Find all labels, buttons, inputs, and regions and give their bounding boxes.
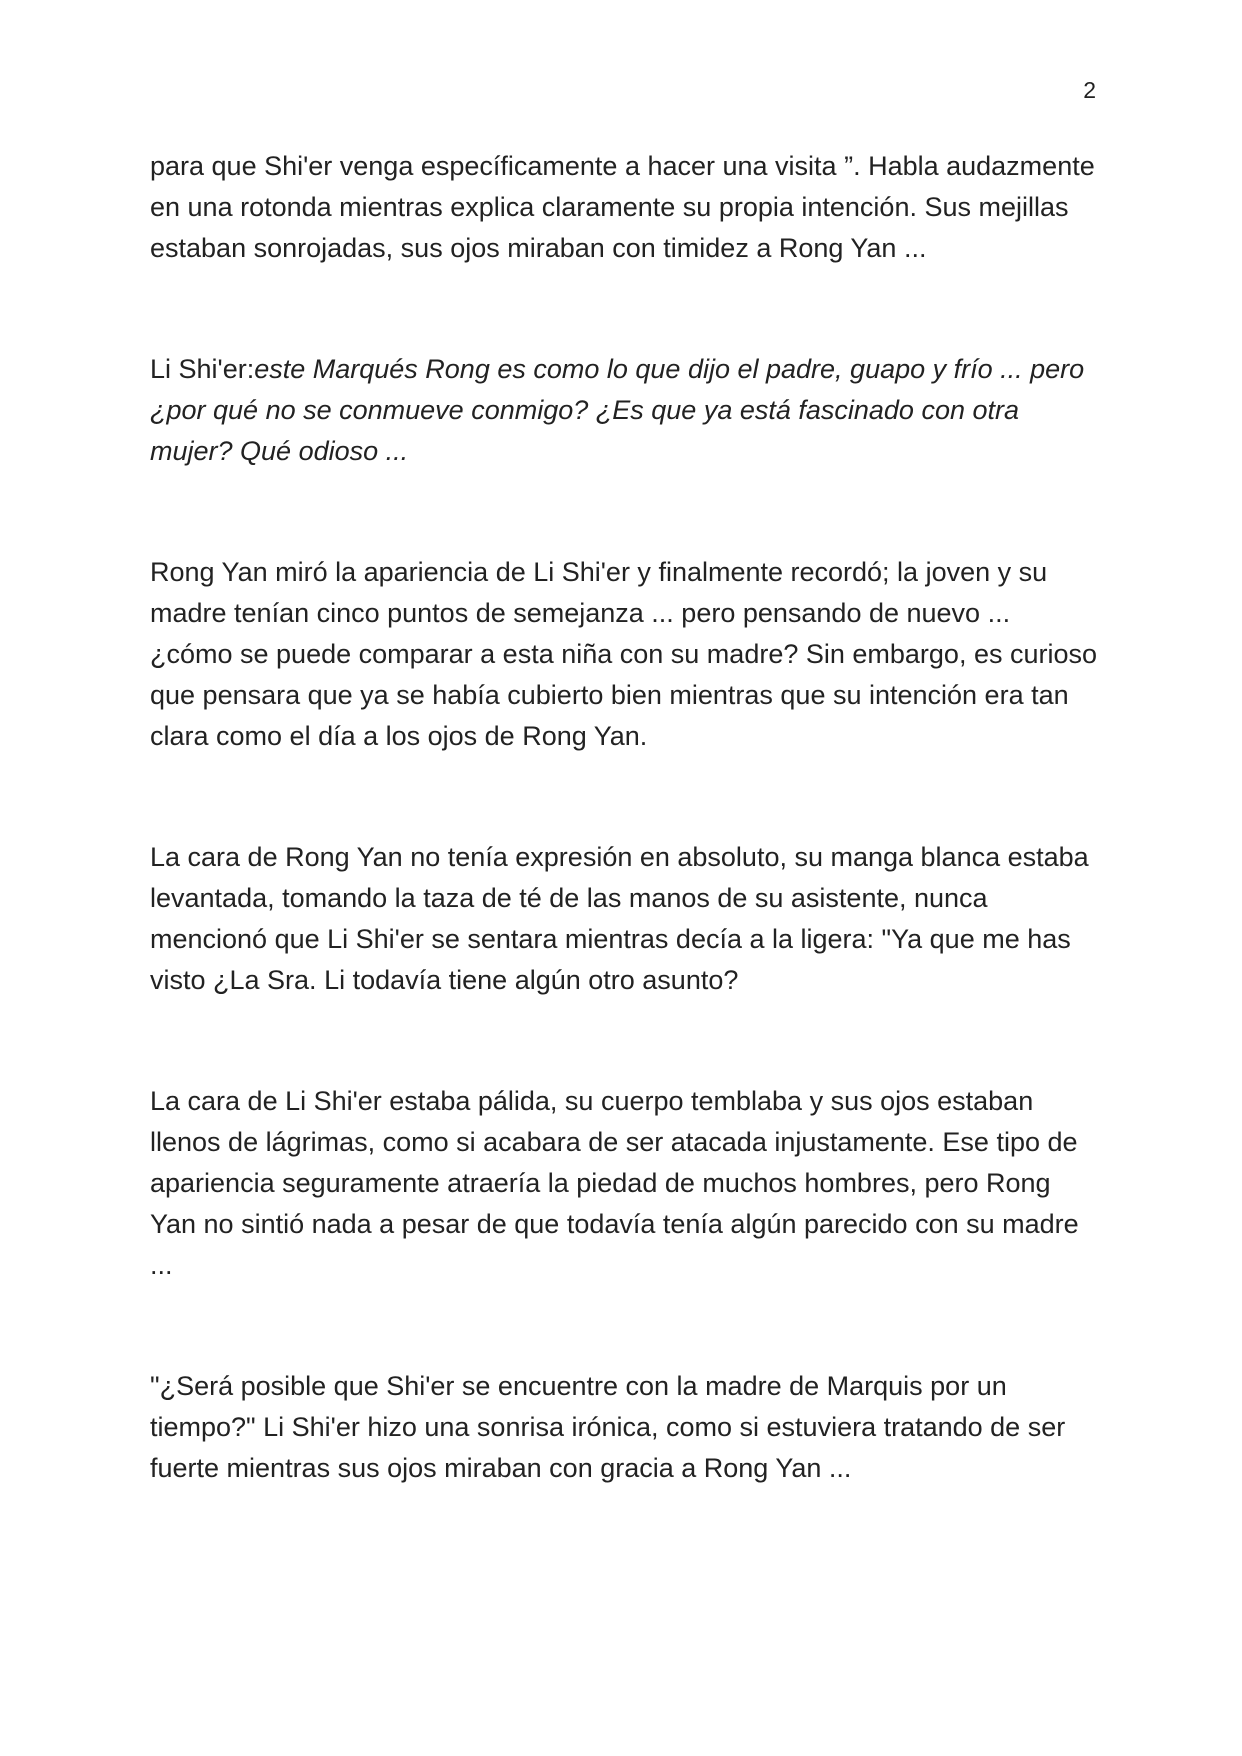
paragraph-6: "¿Será posible que Shi'er se encuentre con la madre de Marquis por un tiempo?" Li Shi'er hizo una sonrisa irónica, como si estuviera tratando de ser fuerte mientras sus ojos miraban con gracia a Rong Yan ... bbox=[150, 1371, 1066, 1483]
paragraph-4: La cara de Rong Yan no tenía expresión en absoluto, su manga blanca estaba levantada, tomando la taza de té de las manos de su asistente, nunca mencionó que Li Shi'er se sentara mientras decía a la ligera: "Ya que me has visto ¿La Sra. Li todavía tiene algún otro asunto? bbox=[150, 842, 1089, 995]
paragraph-5: La cara de Li Shi'er estaba pálida, su cuerpo temblaba y sus ojos estaban llenos de lágrimas, como si acabara de ser atacada injustamente. Ese tipo de apariencia seguramente atraería la piedad de muchos hombres, pero Rong Yan no sintió nada a pesar de que todavía tenía algún parecido con su madre ... bbox=[150, 1086, 1079, 1280]
page-number: 2 bbox=[1083, 77, 1096, 103]
document-body bbox=[150, 146, 1100, 1489]
paragraph-3: Rong Yan miró la apariencia de Li Shi'er y finalmente recordó; la joven y su madre tenían cinco puntos de semejanza ... pero pensando de nuevo ... ¿cómo se puede comparar a esta niña con su madre? Sin embargo, es curioso que pensara que ya se había cubierto bien mientras que su intención era tan clara como el día a los ojos de Rong Yan. bbox=[150, 557, 1098, 751]
paragraph-1: para que Shi'er venga específicamente a hacer una visita ”. Habla audazmente en una rotonda mientras explica claramente su propia intención. Sus mejillas estaban sonrojadas, sus ojos miraban con timidez a Rong Yan ... bbox=[150, 151, 1095, 263]
inner-thought: este Marqués Rong es como lo que dijo el padre, guapo y frío ... pero ¿por qué no se conmueve conmigo? ¿Es que ya está fascinado con otra mujer? Qué odioso ... bbox=[150, 354, 1085, 466]
paragraph-2 bbox=[150, 349, 1100, 472]
speaker-label: Li Shi'er: bbox=[150, 354, 255, 384]
